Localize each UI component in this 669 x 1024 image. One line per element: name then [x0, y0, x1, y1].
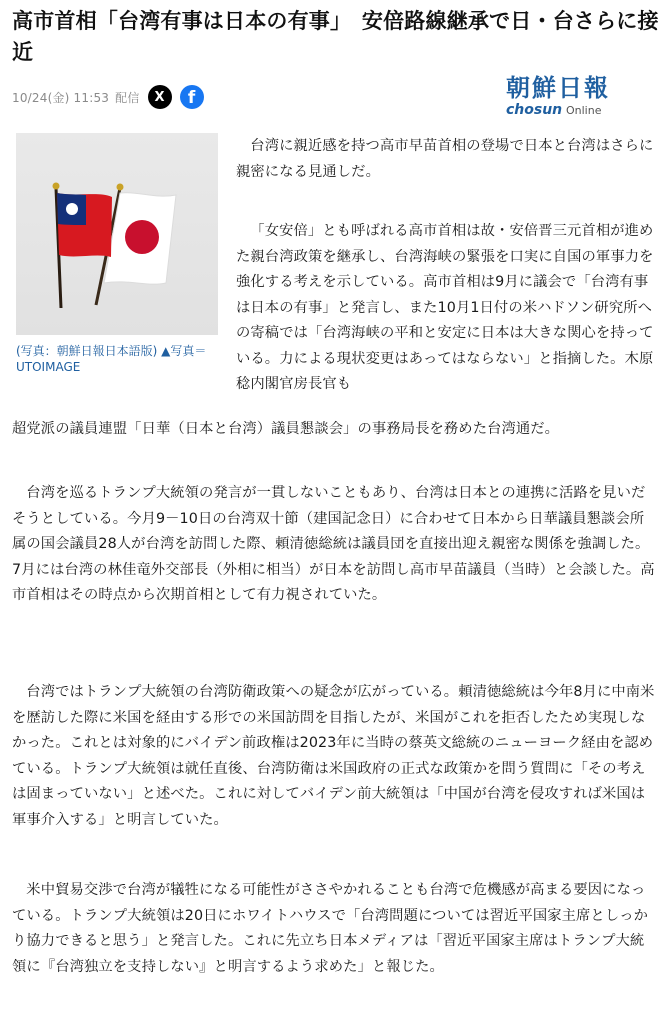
delivery-label: 配信	[115, 90, 140, 105]
article-meta	[12, 83, 204, 111]
taiwan-flag-icon	[53, 183, 113, 309]
flags-illustration	[16, 133, 218, 335]
publish-date: 10/24(金) 11:53	[12, 90, 110, 105]
publisher-sub-light: Online	[565, 104, 602, 117]
paragraph-5: 米中貿易交渉で台湾が犠牲になる可能性がささやかれることも台湾で危機感が高まる要因になっている。トランプ大統領は20日にホワイトハウスで「台湾問題については習近平国家主席としっかり協力できると思う」と発言した。これに先立ち日本メディアは「習近平国家主席はトランプ大統領に『台湾独立を支持しない』と明言するよう求めた」と報じた。	[12, 882, 649, 975]
publisher-logo[interactable]	[506, 74, 656, 118]
paragraph-4: 台湾ではトランプ大統領の台湾防衛政策への疑念が広がっている。頼清徳総統は今年8月に中南米を歴訪した際に米国を経由する形での米国訪問を目指したが、米国がこれを拒否したため実現しなかった。これとは対象的にバイデン前政権は2023年に当時の蔡英文総統のニューヨーク経由を認めている。トランプ大統領は就任直後、台湾防衛は米国政府の正式な政策かを問う質問に「その考えは固まっていない」と述べた。これに対してバイデン前大統領は「中国が台湾を侵攻すれば米国は軍事介入する」と明言していた。	[12, 684, 655, 828]
article-title: 高市首相「台湾有事は日本の有事」 安倍路線継承で日・台さらに接近	[12, 9, 659, 64]
paragraph-1: 台湾に親近感を持つ高市早苗首相の登場で日本と台湾はさらに親密になる見通しだ。	[236, 138, 654, 180]
x-logo-icon: X	[154, 89, 165, 105]
photo-caption: (写真：朝鮮日報日本語版) ▲写真＝UTOIMAGE	[16, 344, 207, 374]
paragraph-2-continued: 超党派の議員連盟「日華（日本と台湾）議員懇談会」の事務局長を務めた台湾通だ。	[12, 421, 560, 437]
publisher-sub-bold: chosun	[506, 102, 563, 118]
publisher-sub	[506, 103, 656, 118]
publisher-name: 朝鮮日報	[506, 73, 610, 102]
share-x-button[interactable]	[148, 85, 172, 109]
share-facebook-button[interactable]	[180, 85, 204, 109]
paragraph-3: 台湾を巡るトランプ大統領の発言が一貫しないこともあり、台湾は日本との連携に活路を見いだそうとしている。今月9－10日の台湾双十節（建国記念日）に合わせて日本から日華議員懇談会所属の国会議員28人が台湾を訪問した際、頼清徳総統は議員団を直接出迎え親密な関係を強調した。7月には台湾の林佳竜外交部長（外相に相当）が日本を訪問し高市早苗議員（当時）と会談した。高市首相はその時点から次期首相として有力視されていた。	[12, 485, 655, 603]
article-photo[interactable]	[16, 133, 218, 335]
paragraph-2: 「女安倍」とも呼ばれる高市首相は故・安倍晋三元首相が進めた親台湾政策を継承し、台湾海峡の緊張を口実に自国の軍事力を強化する考えを示している。高市首相は9月に議会で「台湾有事は日本の有事」と発言し、また10月1日付の米ハドソン研究所への寄稿では「台湾海峡の平和と安定に日本は大きな関心を持っている。力による現状変更はあってはならない」と指摘した。木原稔内閣官房長官も	[236, 223, 654, 392]
facebook-logo-icon: f	[187, 88, 196, 108]
